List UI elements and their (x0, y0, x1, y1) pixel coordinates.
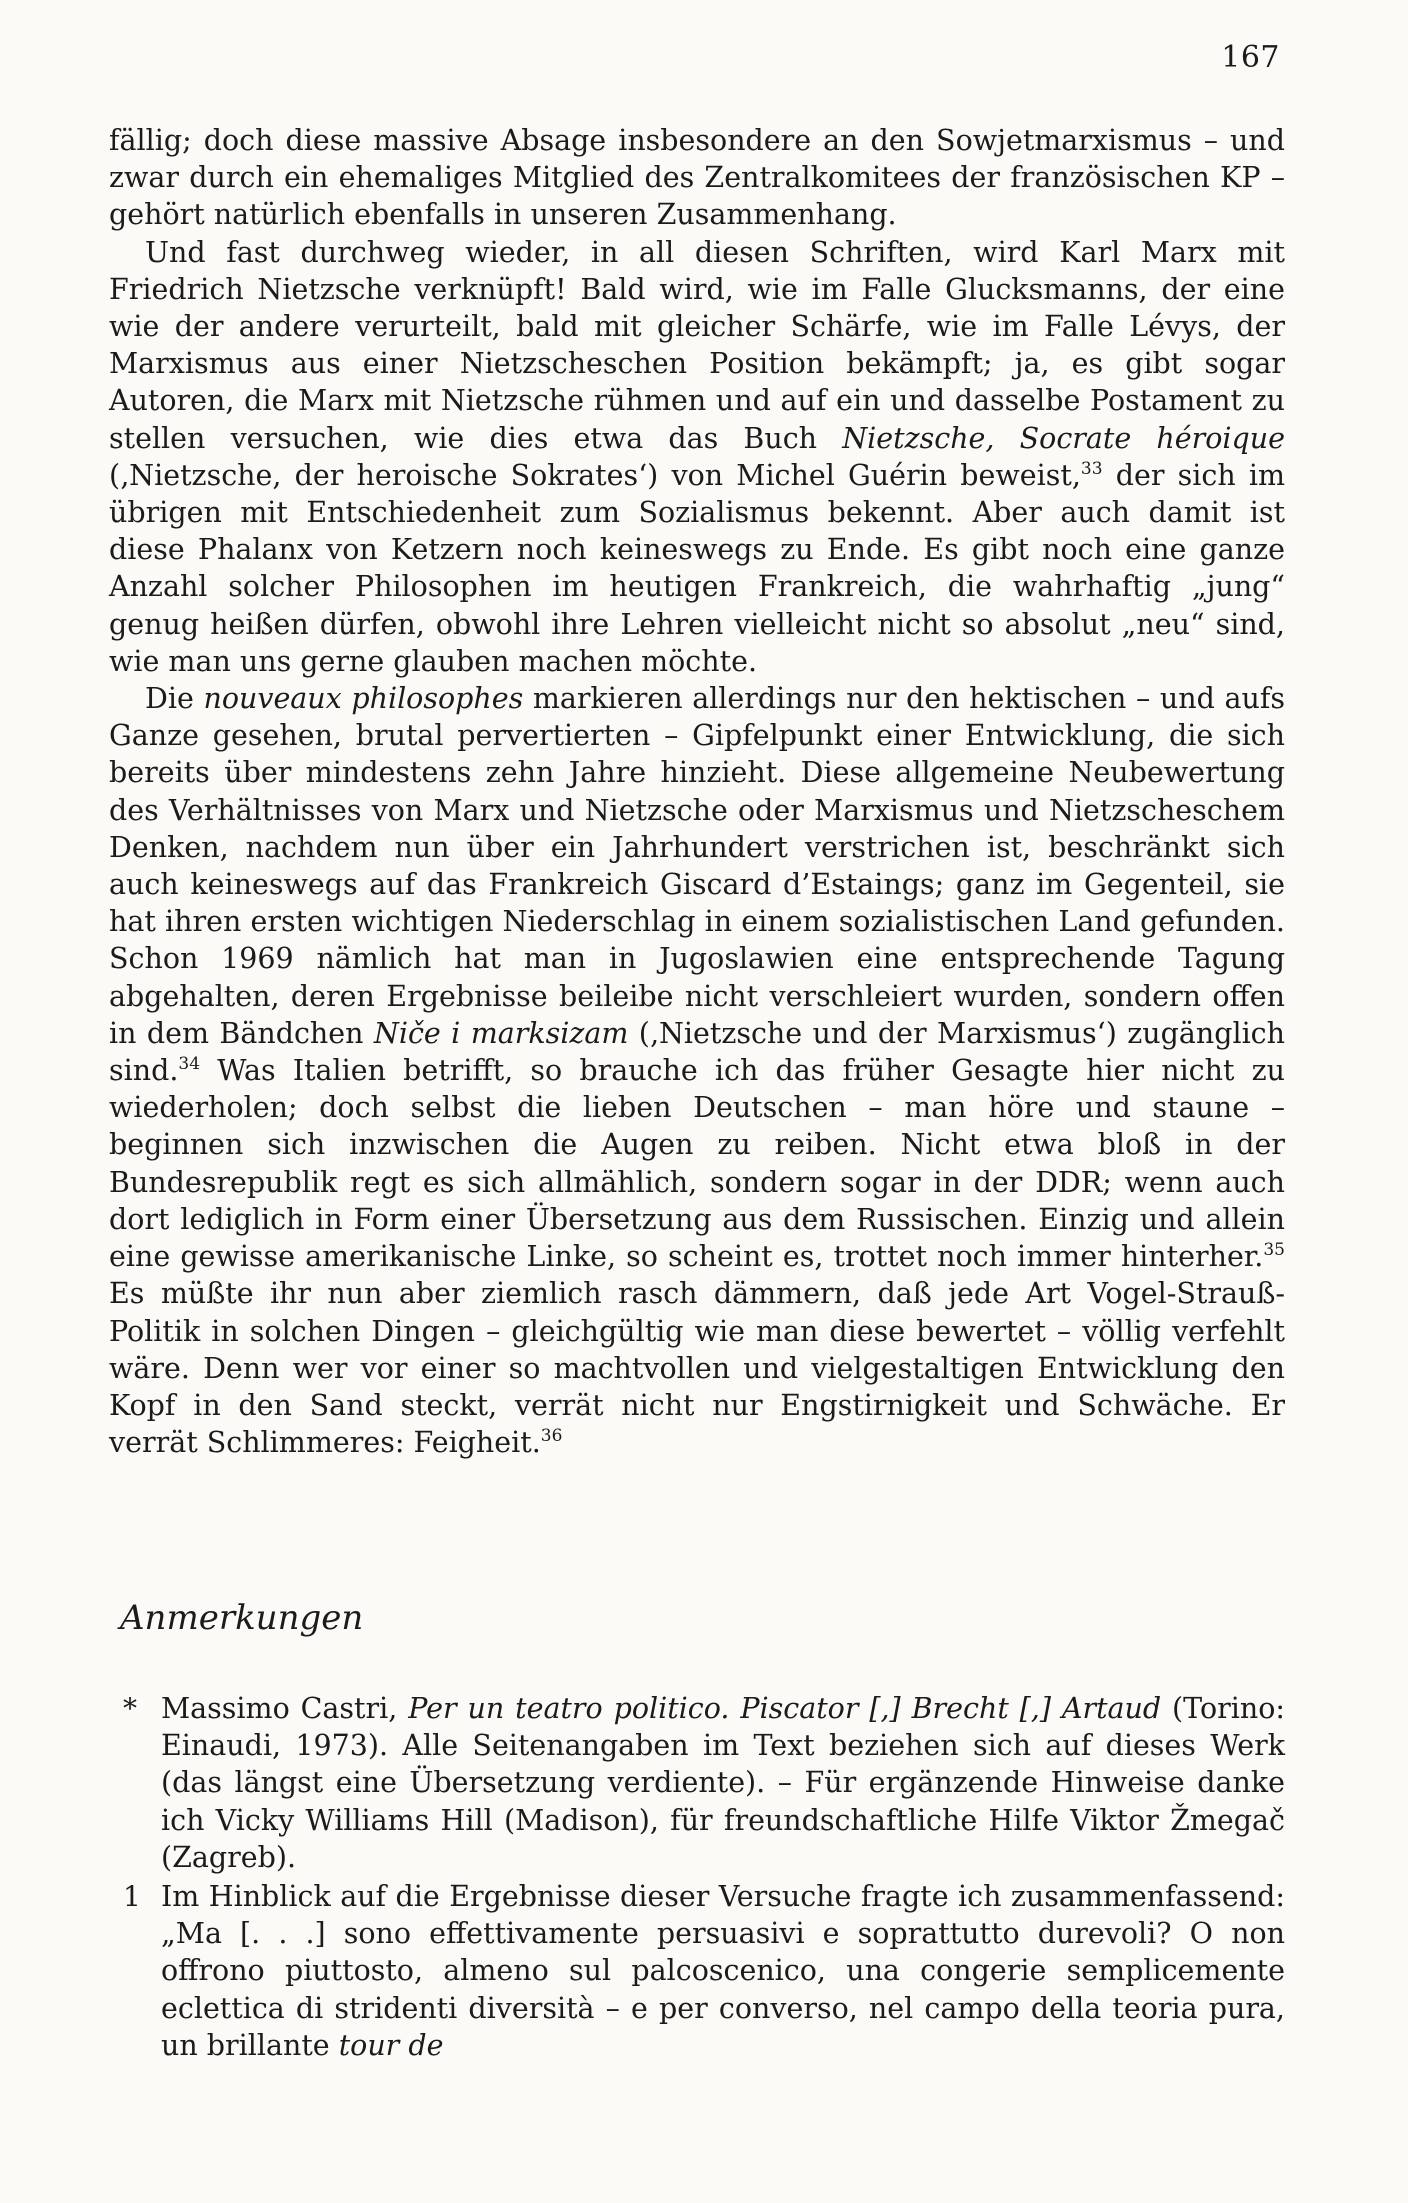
italic-title: Per un teatro politico. Piscator [,] Brecht [,] Artaud (408, 1692, 1162, 1725)
note-text (161, 1878, 1285, 2064)
note-text (161, 1690, 1285, 1876)
note-marker: * (123, 1692, 137, 1725)
text-run: Es müßte ihr nun aber ziemlich rasch dämmern, daß jede Art Vogel-Strauß-Politik in solchen Dingen – gleichgültig wie man diese bewertet – völlig verfehlt wäre. Denn wer vor einer so machtvollen und vielgestaltigen Entwicklung den Kopf in den Sand steckt, verrät nicht nur Engstirnigkeit und Schwäche. Er verrät Schlimmeres: Feigheit. (109, 1277, 1285, 1460)
text-run: Massimo Castri, (161, 1692, 409, 1725)
text-run: (Torino: Einaudi, 1973). Alle Seitenangaben im Text beziehen sich auf dieses Werk (das längst eine Übersetzung verdiente). – Für ergänzende Hinweise danke ich Vicky Williams Hill (Madison), für freundschaftliche Hilfe Viktor Žmegač (Zagreb). (161, 1692, 1285, 1874)
italic-title: tour de (338, 2028, 444, 2062)
notes-list (109, 1690, 1285, 2066)
paragraph (109, 122, 1285, 234)
text-run: fällig; doch diese massive Absage insbesondere an den Sowjetmarxismus – und zwar durch ein ehemaliges Mitglied des Zentralkomitees der französischen KP – gehört natürlich ebenfalls in unseren Zusammenhang. (109, 124, 1285, 232)
paragraph (109, 680, 1285, 1461)
footnote-ref: 35 (1263, 1240, 1285, 1261)
text-run: Im Hinblick auf die Ergebnisse dieser Versuche fragte ich zusammenfassend: „Ma [. . .] sono effettivamente persuasivi e soprattutto durevoli? O non offrono piuttosto, almeno sul palcoscenico, una congerie semplicemente eclettica di stridenti diversità – e per converso, nel campo della teoria pura, un brillante (161, 1880, 1285, 2062)
footnote-ref: 33 (1080, 458, 1103, 479)
text-run: (‚Nietzsche, der heroische Sokrates‘) von Michel Guérin beweist, (109, 458, 1081, 492)
text-run: (‚Nietzsche und der Marxismus‘) zugänglich sind. (109, 1016, 1285, 1088)
note-item (109, 1690, 1285, 1876)
text-run: der sich im übrigen mit Entschiedenheit zum Sozialismus bekennt. Aber auch damit ist diese Phalanx von Ketzern noch keineswegs zu Ende. Es gibt noch eine ganze Anzahl solcher Philosophen im heutigen Frankreich, die wahrhaftig „jung“ genug heißen dürfen, obwohl ihre Lehren vielleicht nicht so absolut „neu“ sind, wie man uns gerne glauben machen möchte. (109, 458, 1285, 678)
note-item (109, 1878, 1285, 2064)
italic-title: nouveaux philosophes (203, 682, 524, 716)
body-text (109, 122, 1285, 1461)
footnote-ref: 34 (178, 1054, 201, 1075)
text-run: Die (145, 682, 204, 716)
italic-title: Niče i marksizam (373, 1016, 629, 1050)
italic-title: Nietzsche, Socrate héroique (842, 421, 1285, 455)
text-run: markieren allerdings nur den hektischen – und aufs Ganze gesehen, brutal pervertierten – Gipfelpunkt einer Entwicklung, die sich bereits über mindestens zehn Jahre hinzieht. Diese allgemeine Neubewertung des Verhältnisses von Marx und Nietzsche oder Marxismus und Nietzscheschem Denken, nachdem nun über ein Jahrhundert verstrichen ist, beschränkt sich auch keineswegs auf das Frankreich Giscard d’Estaings; ganz im Gegenteil, sie hat ihren ersten wichtigen Niederschlag in einem sozialistischen Land gefunden. Schon 1969 nämlich hat man in Jugoslawien eine entsprechende Tagung abgehalten, deren Ergebnisse beileibe nicht verschleiert wurden, sondern offen in dem Bändchen (109, 682, 1285, 1050)
note-marker: 1 (123, 1880, 141, 1914)
text-run: Und fast durchweg wieder, in all diesen Schriften, wird Karl Marx mit Friedrich Nietzsche verknüpft! Bald wird, wie im Falle Glucksmanns, der eine wie der andere verurteilt, bald mit gleicher Schärfe, wie im Falle Lévys, der Marxismus aus einer Nietzscheschen Position bekämpft; ja, es gibt sogar Autoren, die Marx mit Nietzsche rühmen und auf ein und dasselbe Postament zu stellen versuchen, wie dies etwa das Buch (109, 235, 1285, 455)
notes-heading: Anmerkungen (120, 1598, 364, 1638)
page-number: 167 (1221, 40, 1280, 75)
text-run: Was Italien betrifft, so brauche ich das früher Gesagte hier nicht zu wiederholen; doch selbst die lieben Deutschen – man höre und staune – beginnen sich inzwischen die Augen zu reiben. Nicht etwa bloß in der Bundesrepublik regt es sich allmählich, sondern sogar in der DDR; wenn auch dort lediglich in Form einer Übersetzung aus dem Russischen. Einzig und allein eine gewisse amerikanische Linke, so scheint es, trottet noch immer hinterher. (109, 1054, 1285, 1274)
paragraph (109, 234, 1285, 680)
footnote-ref: 36 (540, 1426, 563, 1447)
